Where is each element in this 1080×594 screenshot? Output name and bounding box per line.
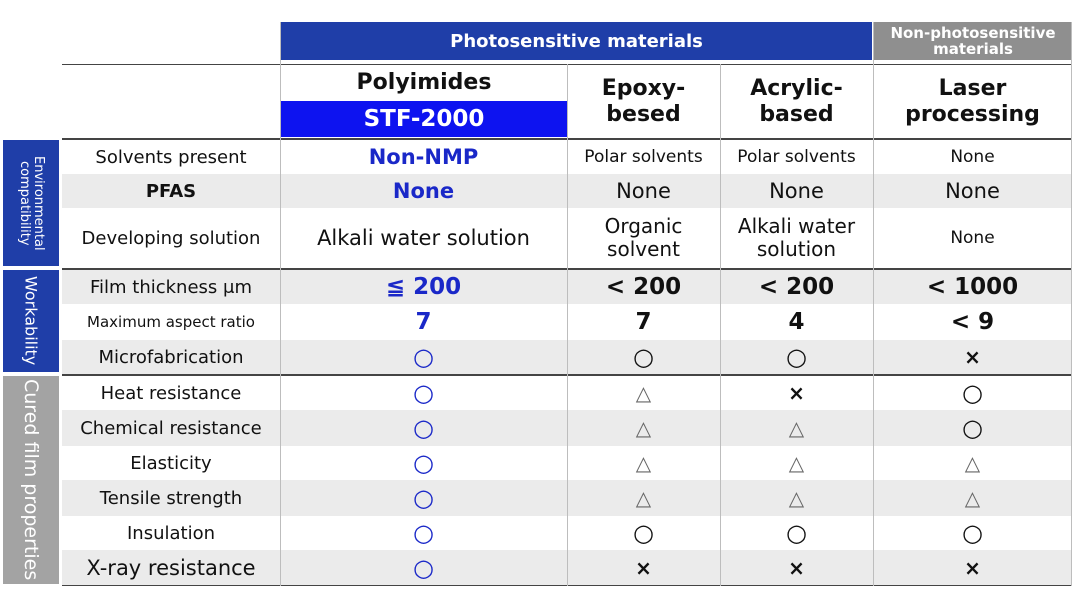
cell-poly: ○ <box>413 519 434 547</box>
cell-laser: None <box>950 228 995 248</box>
epoxy-based-header <box>567 66 720 138</box>
stf-2000-header <box>281 101 567 137</box>
cell-poly: ○ <box>413 449 434 477</box>
cell-label: Solvents present <box>95 146 247 168</box>
cell-laser: × <box>964 555 981 580</box>
cell-laser: × <box>964 345 981 369</box>
cell-acrylic: × <box>788 555 805 580</box>
cell-laser: ○ <box>962 519 983 547</box>
cell-laser: ○ <box>962 379 983 407</box>
cell-poly: 7 <box>415 309 432 335</box>
cell-poly: Non-NMP <box>368 145 479 169</box>
cell-label: Insulation <box>126 522 215 544</box>
cell-acrylic: 4 <box>788 309 805 335</box>
acrylic-based-header <box>720 66 873 138</box>
cell-epoxy: < 200 <box>605 274 682 300</box>
cell-acrylic: ○ <box>786 519 807 547</box>
cell-laser: ○ <box>962 414 983 442</box>
cell-poly: ○ <box>413 553 434 582</box>
cell-epoxy: None <box>616 179 671 203</box>
acrylic-based-label: Acrylic- based <box>750 76 843 127</box>
cell-epoxy: △ <box>635 486 652 510</box>
cell-acrylic: None <box>769 179 824 203</box>
cell-label: PFAS <box>145 180 197 202</box>
cell-acrylic: < 200 <box>758 274 835 300</box>
cell-epoxy: ○ <box>633 343 654 371</box>
column-rule <box>567 64 568 586</box>
cell-label: Chemical resistance <box>80 417 262 439</box>
cell-epoxy: × <box>635 555 652 580</box>
photosensitive-materials-label: Photosensitive materials <box>450 30 703 52</box>
cell-label: Tensile strength <box>99 487 243 509</box>
cell-epoxy: 7 <box>635 309 652 335</box>
cell-laser: △ <box>964 451 981 475</box>
polyimides-header <box>281 66 567 100</box>
cell-poly: ○ <box>413 414 434 442</box>
polyimides-label: Polyimides <box>356 70 492 95</box>
cured-film-properties-group <box>3 376 59 584</box>
cell-poly: Alkali water solution <box>317 226 530 250</box>
cell-acrylic: △ <box>788 486 805 510</box>
workability-group <box>3 270 59 372</box>
cell-epoxy: Organic solvent <box>604 214 683 261</box>
cell-laser: None <box>945 179 1000 203</box>
workability-label: Workability <box>21 276 41 366</box>
cell-laser: < 9 <box>950 309 995 335</box>
epoxy-based-label: Epoxy- besed <box>601 76 686 127</box>
cell-acrylic: Alkali water solution <box>737 214 856 261</box>
cell-label: Maximum aspect ratio <box>87 313 255 331</box>
cell-poly: None <box>392 179 455 203</box>
cell-poly: ○ <box>413 484 434 512</box>
non-photosensitive-materials-label: Non-photosensitive materials <box>890 24 1056 58</box>
cell-label: Film thickness μm <box>89 276 253 298</box>
cell-label: X-ray resistance <box>86 555 256 580</box>
cell-acrylic: Polar solvents <box>737 147 856 167</box>
cell-label: Heat resistance <box>100 382 242 404</box>
cured-film-properties-label: Cured film properties <box>20 379 42 581</box>
cell-epoxy: △ <box>635 451 652 475</box>
cell-poly: ≦ 200 <box>385 274 462 300</box>
cell-acrylic: △ <box>788 416 805 440</box>
cell-acrylic: ○ <box>786 343 807 371</box>
column-rule <box>720 64 721 586</box>
column-rule <box>873 22 874 586</box>
cell-label: Elasticity <box>130 452 212 474</box>
cell-label: Developing solution <box>81 227 261 249</box>
photosensitive-materials-banner <box>281 22 872 60</box>
cell-poly: ○ <box>413 343 434 371</box>
cell-laser: △ <box>964 486 981 510</box>
cell-acrylic: △ <box>788 451 805 475</box>
column-rule <box>280 22 281 586</box>
environmental-compatibility-group <box>3 140 59 266</box>
cell-epoxy: Polar solvents <box>584 147 703 167</box>
cell-acrylic: × <box>788 381 805 405</box>
cell-label: Microfabrication <box>98 346 244 368</box>
laser-processing-label: Laser processing <box>905 76 1040 127</box>
laser-processing-header <box>873 66 1072 138</box>
cell-epoxy: ○ <box>633 519 654 547</box>
cell-laser: < 1000 <box>926 274 1019 300</box>
environmental-compatibility-label: Environmental compatibility <box>17 155 46 251</box>
cell-poly: ○ <box>413 379 434 407</box>
cell-epoxy: △ <box>635 381 652 405</box>
non-photosensitive-materials-banner <box>874 22 1072 60</box>
cell-epoxy: △ <box>635 416 652 440</box>
column-rule <box>1071 22 1072 586</box>
stf-2000-label: STF-2000 <box>363 106 485 132</box>
cell-laser: None <box>950 147 995 167</box>
